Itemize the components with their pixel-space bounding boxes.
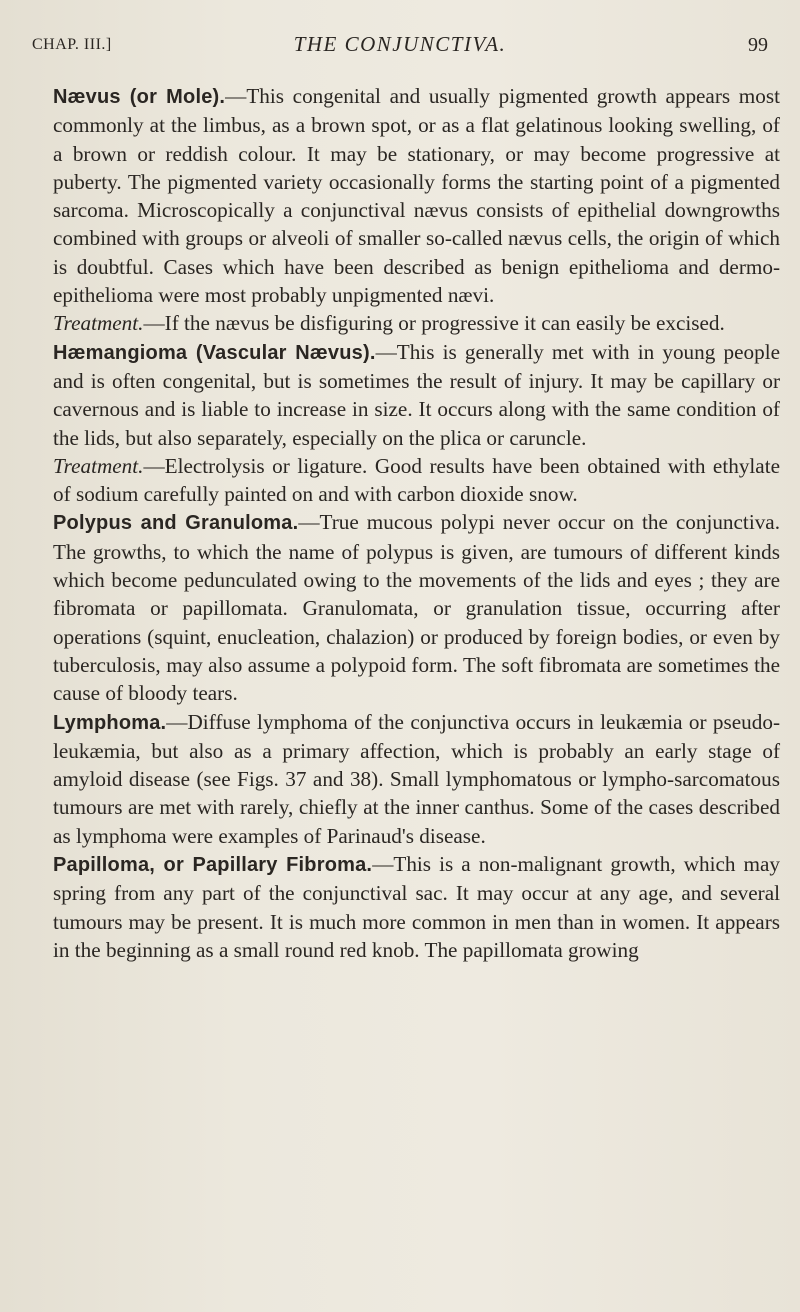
section-heading-papilloma: Papilloma, or Papillary Fibroma. bbox=[53, 854, 373, 877]
paragraph-naevus-treatment bbox=[53, 309, 780, 337]
paragraph-text: —Electrolysis or ligature. Good results have been obtained with ethylate of sodium carefully painted on and with carbon dioxide snow. bbox=[53, 453, 780, 507]
running-title: THE CONJUNCTIVA. bbox=[293, 32, 507, 56]
paragraph-text: —If the nævus be disfiguring or progressive it can easily be excised. bbox=[143, 311, 725, 336]
treatment-heading: Treatment. bbox=[53, 311, 144, 336]
paragraph-lymphoma bbox=[53, 708, 780, 850]
paragraph-polypus bbox=[53, 508, 780, 707]
paragraph-text: —This is a non-malignant growth, which may spring from any part of the conjunctival sac. It may occur at any age, and several tumours may be present. It is much more common in men than in women. It appears in the beginning as a small round red knob. The papillomata growing bbox=[53, 852, 780, 962]
paragraph-text: —This is generally met with in young people and is often congenital, but is sometimes the result of injury. It may be capillary or cavernous and is liable to increase in size. It occurs along with the same condition of the lids, but also separately, especially on the plica or caruncle. bbox=[53, 339, 780, 450]
paragraph-haemangioma-treatment bbox=[53, 452, 780, 509]
paragraph-haemangioma bbox=[53, 338, 780, 452]
section-heading-polypus: Polypus and Granuloma. bbox=[53, 512, 299, 535]
chapter-label: CHAP. III.] bbox=[32, 36, 112, 53]
paragraph-text: —True mucous polypi never occur on the conjunctiva. The growths, to which the name of polypus is given, are tumours of different kinds which become pedunculated owing to the movements of the lids and eyes ; they are fibromata or papillomata. Granulomata, or granulation tissue, occurring after operations (squint, enucleation, chalazion) or produced by foreign bodies, or even by tuberculosis, may also assume a polypoid form. The soft fibromata are sometimes the cause of bloody tears. bbox=[53, 510, 780, 706]
running-head bbox=[32, 26, 768, 62]
section-heading-naevus: Nævus (or Mole). bbox=[53, 86, 226, 108]
paragraph-naevus bbox=[53, 82, 780, 309]
page-number: 99 bbox=[748, 34, 768, 56]
paragraph-text: —This congenital and usually pigmented growth appears most commonly at the limbus, as a brown spot, or as a flat gelatinous looking swelling, of a brown or reddish colour. It may be stationary, or may become progressive at puberty. The pigmented variety occasionally forms the starting point of a pigmented sarcoma. Microscopically a conjunctival nævus consists of epithelial downgrowths combined with groups or alveoli of smaller so-called nævus cells, the origin of which is doubtful. Cases which have been described as benign epithelioma and dermo-epithelioma were most probably unpigmented nævi. bbox=[53, 84, 781, 308]
treatment-heading: Treatment. bbox=[53, 453, 144, 478]
paragraph-papilloma bbox=[53, 850, 780, 964]
section-heading-lymphoma: Lymphoma. bbox=[53, 711, 167, 734]
paragraph-text: —Diffuse lymphoma of the conjunctiva occurs in leukæmia or pseudo-leukæmia, but also as a primary affection, which is probably an early stage of amyloid disease (see Figs. 37 and 38). Small lymphomatous or lympho-sarcomatous tumours are met with rarely, chiefly at the inner canthus. Some of the cases described as lymphoma were examples of Parinaud's disease. bbox=[53, 709, 780, 848]
body-text bbox=[53, 82, 780, 964]
section-heading-haemangioma: Hæmangioma (Vascular Nævus). bbox=[53, 341, 376, 364]
